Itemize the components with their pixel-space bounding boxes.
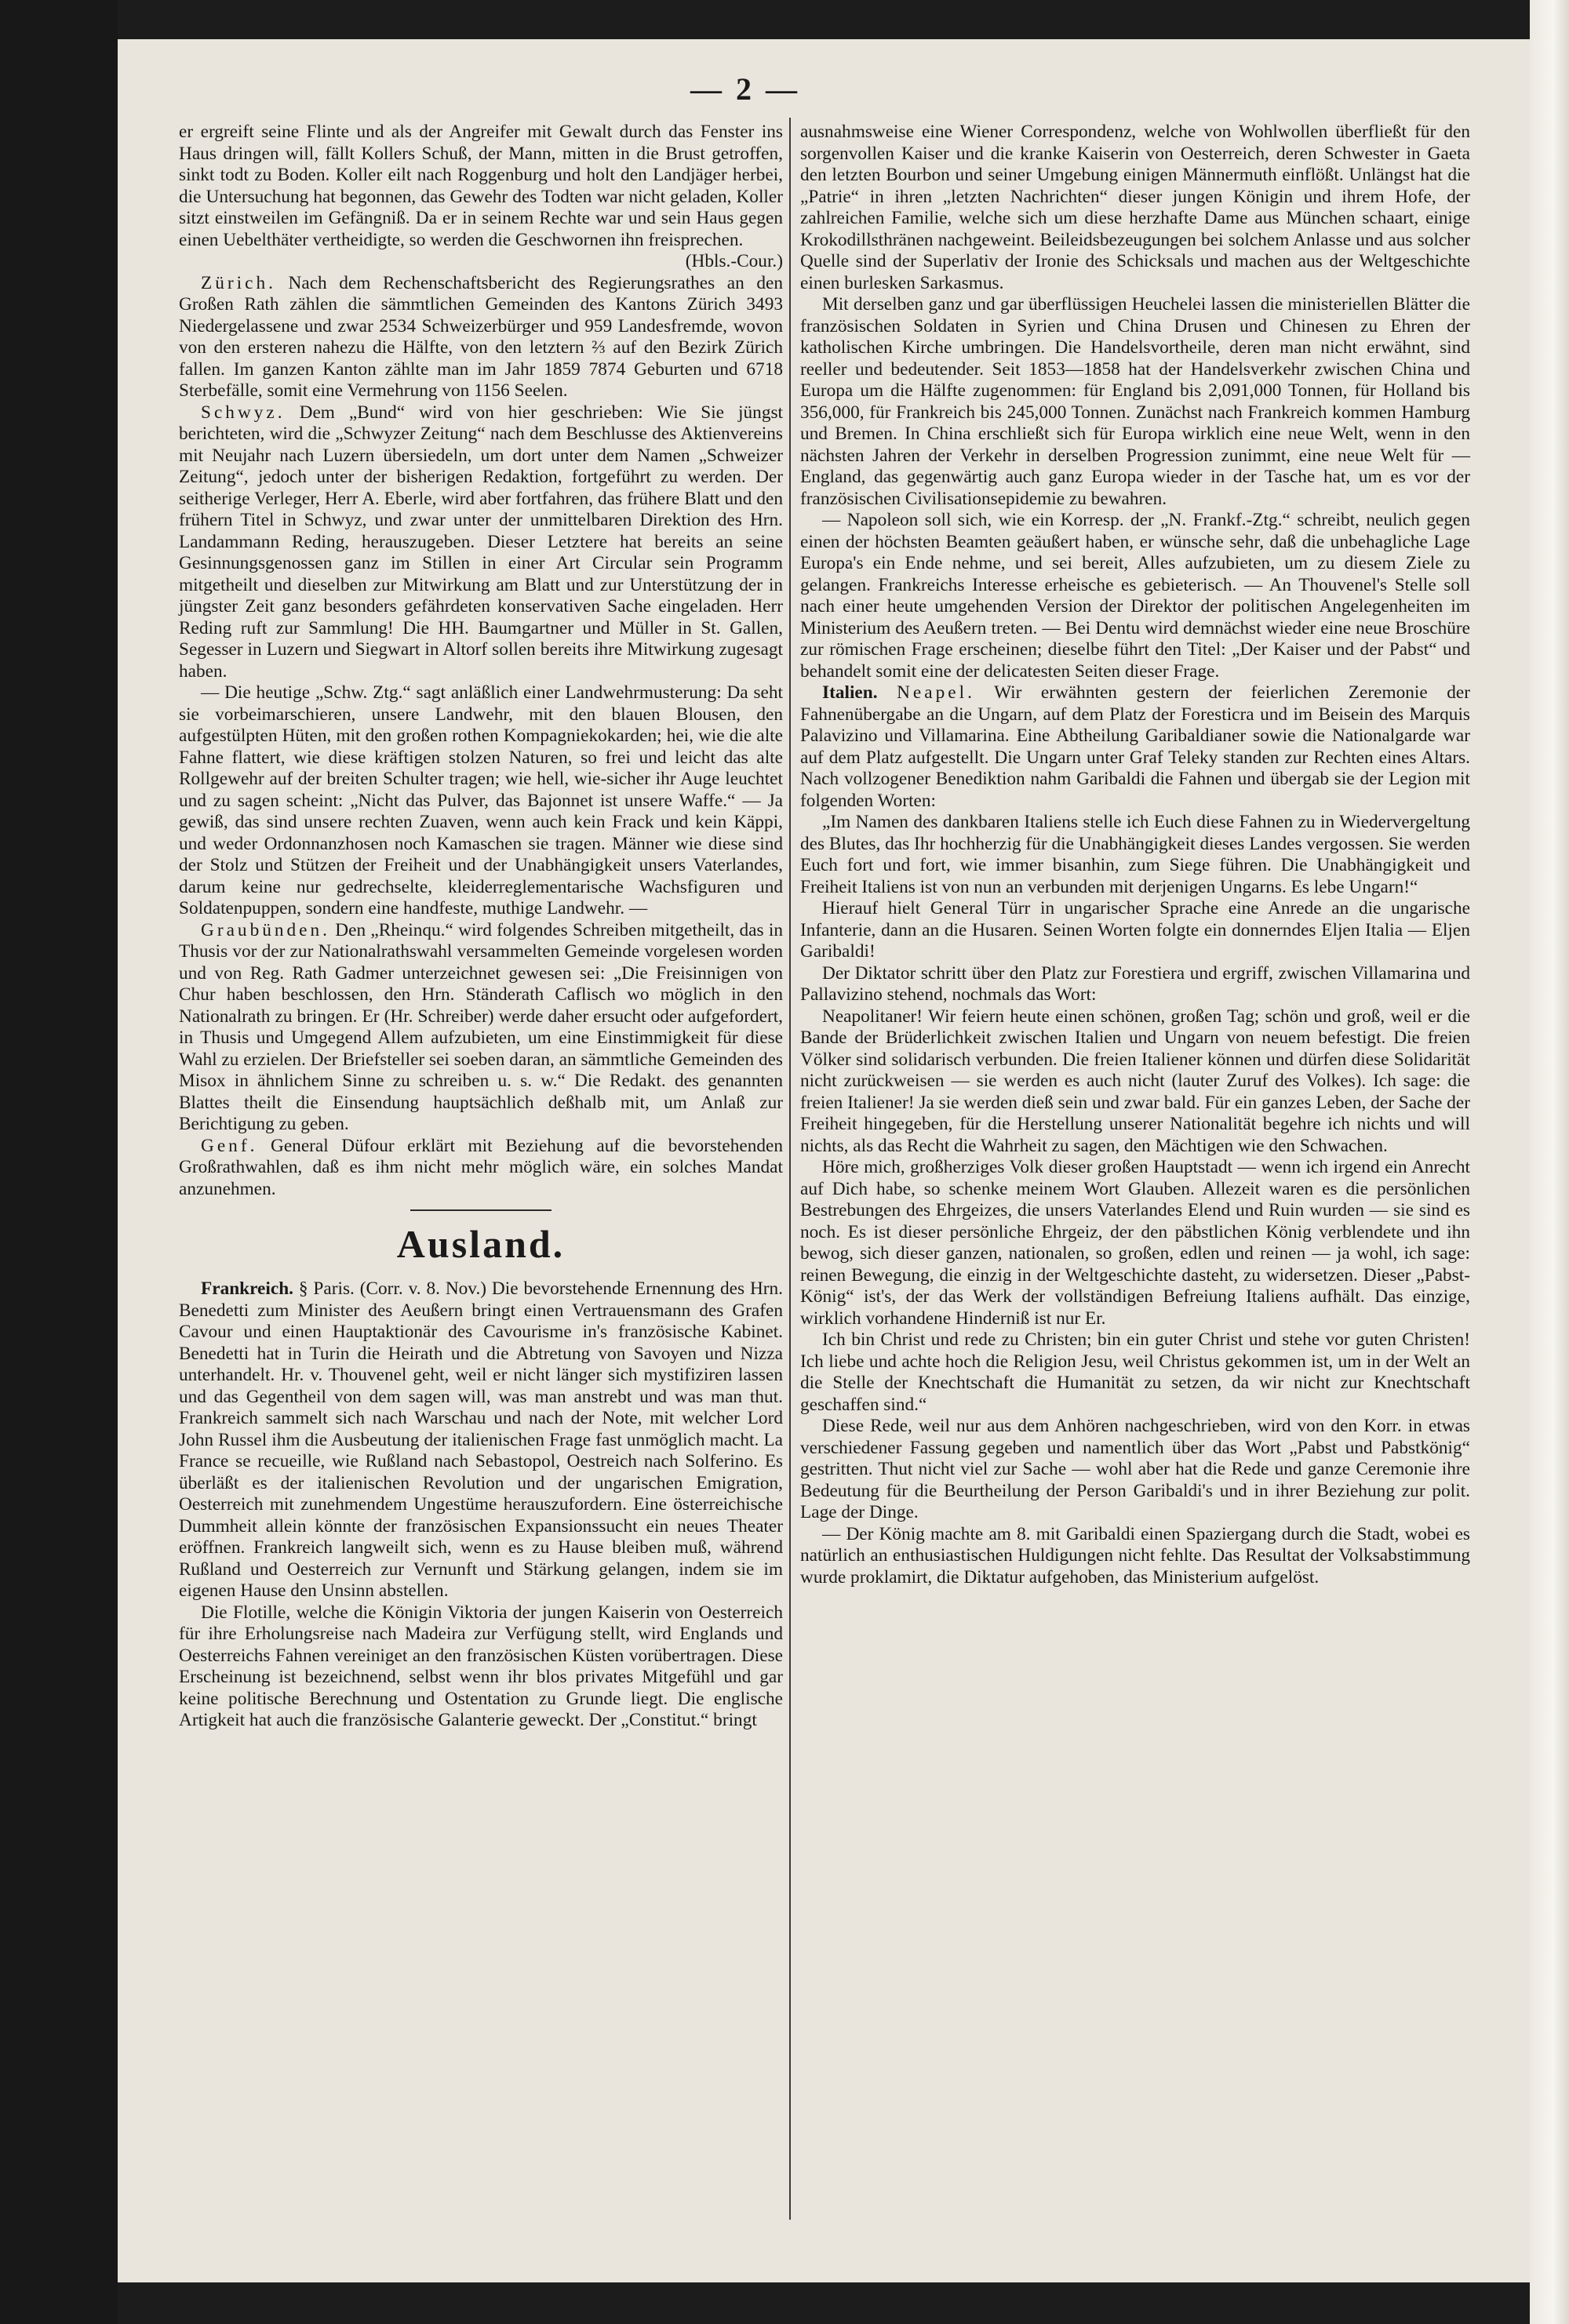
scan-background-left xyxy=(0,0,118,2324)
quote-hoere-mich: Höre mich, großherziges Volk dieser großen Hauptstadt — wenn ich irgend ein Anrecht auf Dich habe, so schenke meinem Wort Glauben. Allezeit waren es die persönlichen Bestrebungen des Ehrgeizes, die unsers Vaterlandes Elend und Ruin wurden — sie sind es noch. Es ist dieser persönliche Ehrgeiz, der den päbstlichen König verblendete und ihn bewog, sich dieser ganzen, nationalen, so großen, edlen und reinen — ja wohl, ich sage: reinen Bewegung, die einzig in der Weltgeschichte dasteht, zu widersetzen. Dieser „Pabst-König“ ist's, der das Werk der vollständigen Befreiung Italiens aufhält. Das einzige, wirklich vorhandene Hinderniß ist nur Er. xyxy=(800,1157,1470,1329)
article-koenig-spaziergang: — Der König machte am 8. mit Garibaldi einen Spaziergang durch die Stadt, wobei es natürlich an enthusiastischen Huldigungen nicht fehlte. Das Resultat der Volksabstimmung wurde proklamirt, die Diktatur aufgehoben, das Ministerium aufgelöst. xyxy=(800,1523,1470,1588)
place-neapel: Neapel. xyxy=(897,682,975,703)
article-landwehr: — Die heutige „Schw. Ztg.“ sagt anläßlich einer Landwehrmusterung: Da seht sie vorbeimarschieren, unsere Landwehr, mit den blauen Blousen, den aufgestülpten Hüten, mit den großen rothen Kompagniekokarden; hei, wie die alte Fahne flattert, wie diese kräftigen stolzen Naturen, so frei und leicht das alte Rollgewehr auf der breiten Schulter tragen; wie hell, wie-sicher ihr Auge leuchtet und zu sagen scheint: „Nicht das Pulver, das Bajonnet ist unsere Waffe.“ — Ja gewiß, das sind unsere rechten Zuaven, wenn auch kein Frack und kein Käppi, und weder Ordonnanzhosen noch Kamaschen sie tragen. Männer wie diese sind der Stolz und Stützen der Freiheit und der Unabhängigkeit unsers Vaterlandes, darum keine nur gedrechselte, kleiderreglementarische Wachsfiguren und Soldatenpuppen, sondern eine handfeste, muthige Landwehr. — xyxy=(179,682,783,918)
country-frankreich: Frankreich. xyxy=(201,1278,293,1299)
article-tuerr: Hierauf hielt General Türr in ungarischer Sprache eine Anrede an die ungarische Infanterie, dann an die Husaren. Seinen Worten folgte ein donnerndes Eljen Italia — Eljen Garibaldi! xyxy=(800,898,1470,962)
text-schwyz: Dem „Bund“ wird von hier geschrieben: Wie Sie jüngst berichteten, wird die „Schwyzer Zeitung“ nach dem Beschlusse des Aktienvereins mit Neujahr nach Luzern übersiedeln, um dort unter dem Namen „Schweizer Zeitung“, jedoch unter der bisherigen Redaktion, fortgeführt zu werden. Der seitherige Verleger, Herr A. Eberle, wird aber fortfahren, das frühere Blatt und den frühern Titel in Schwyz, und zwar unter der unmittelbaren Direktion des Hrn. Landammann Reding, herauszugeben. Dieser Letztere hat bereits an seine Gesinnungsgenossen ganz im Stillen in einer Art Circular sein Programm mitgetheilt und dieselben zur Mitwirkung am Blatt und zur Unterstützung der in jüngster Zeit ganz besonders gefährdeten konservativen Sache eingeladen. Herr Reding ruft zur Sammlung! Die HH. Baumgartner und Müller in St. Gallen, Segesser in Luzern und Siegwart in Altorf sollen bereits ihre Mitwirkung zugesagt haben. xyxy=(179,402,784,682)
country-italien: Italien. xyxy=(822,682,878,703)
text-genf: General Düfour erklärt mit Beziehung auf die bevorstehenden Großrathwahlen, daß es ihm nicht mehr möglich wäre, ein solches Mandat anzunehmen. xyxy=(179,1135,783,1199)
article-china-handel: Mit derselben ganz und gar überflüssigen Heuchelei lassen die ministeriellen Blätter die französischen Soldaten in Syrien und China Drusen und Chinesen zu Ehren der katholischen Kirche umbringen. Die Handelsvortheile, deren man nicht erwähnt, sind reeller und bedeutender. Seit 1853—1858 hat der Handelsverkehr zwischen China und Europa um die Hälfte zugenommen: für England bis 2,091,000 Tonnen, für Holland bis 356,000, für Frankreich bis 245,000 Tonnen. Zunächst nach Frankreich kommen Hamburg und Bremen. In China erschließt sich für Europa wirklich eine neue Welt, wenn in den nächsten Jahren der Verkehr in derselben Progression zunimmt, eine neue Welt für — England, das gegenwärtig auch ganz Europa wieder in der Tasche hat, um es vor der französischen Civilisationsepidemie zu bewahren. xyxy=(800,294,1470,509)
section-title-ausland: Ausland. xyxy=(396,1222,566,1266)
article-schwyz xyxy=(179,402,783,683)
quote-christ: Ich bin Christ und rede zu Christen; bin ein guter Christ und stehe vor guten Christen! Ich liebe und achte hoch die Religion Jesu, weil Christus gekommen ist, um in der Welt an die Stelle der Knechtschaft die Humanität zu setzen, da wir nicht zur Knechtschaft geschaffen sind.“ xyxy=(800,1329,1470,1415)
section-rule xyxy=(410,1209,552,1211)
left-column xyxy=(179,122,783,1732)
article-genf xyxy=(179,1136,783,1201)
place-schwyz: Schwyz. xyxy=(201,402,286,423)
article-rede-kommentar: Diese Rede, weil nur aus dem Anhören nachgeschrieben, wird von den Korr. in etwas verschiedener Fassung gegeben und namentlich über das Wort „Pabst und Pabstkönig“ gestritten. Thut nicht viel zur Sache — wohl aber hat die Rede und ganze Ceremonie ihre Bedeutung für die Beurtheilung der Person Garibaldi's und in ihrer Beziehung zur polit. Lage der Dinge. xyxy=(800,1416,1470,1522)
place-graubuenden: Graubünden. xyxy=(201,919,330,940)
column-divider xyxy=(789,118,791,2220)
text-italien: Wir erwähnten gestern der feierlichen Zeremonie der Fahnenübergabe an die Ungarn, auf dem Platz der Foresticra und im Beisein des Marquis Palavizino und Villamarina. Eine Abtheilung Garibaldianer sowie die Nationalgarde war auf dem Platz aufgestellt. Die Ungarn unter Graf Teleky standen zur Rechten eines Altars. Nach vollzogener Benediktion nahm Garibaldi die Fahnen und übergab sie der Legion mit folgenden Worten: xyxy=(800,682,1471,811)
article-wiener-correspondenz: ausnahmsweise eine Wiener Correspondenz, welche von Wohlwollen überfließt für den sorgenvollen Kaiser und die kranke Kaiserin von Oesterreich, deren Schwester in Gaeta den letzten Bourbon und seiner Umgebung einigen Männermuth einflößt. Unlängst hat die „Patrie“ in ihren „letzten Nachrichten“ dieser jungen Königin und ihrem Hofe, der zahlreichen Familie, welche sich um diese herzhafte Dame aus München schaart, einige Krokodillsthränen nachgeweint. Beileidsbezeugungen bei solchem Anlasse und aus solcher Quelle sind der Superlativ der Ironie des Schicksals und machen aus der Weltgeschichte einen burlesken Sarkasmus. xyxy=(800,122,1470,293)
article-graubuenden xyxy=(179,920,783,1136)
quote-fahnen: „Im Namen des dankbaren Italiens stelle ich Euch diese Fahnen zu in Wiedervergeltung des Blutes, das Ihr hochherzig für die Unabhängigkeit dieses Landes vergossen. Sie werden Euch fort und fort, wie immer bisanhin, zum Siege führen. Die Unabhängigkeit und Freiheit Italiens ist von nun an verbunden mit derjenigen Ungarns. Es lebe Ungarn!“ xyxy=(800,812,1470,897)
place-zurich: Zürich. xyxy=(201,272,276,293)
page-number: — 2 — xyxy=(690,71,800,107)
right-column xyxy=(800,122,1470,1588)
source-citation: (Hbls.-Cour.) xyxy=(685,251,783,271)
article-koller: er ergreift seine Flinte und als der Angreifer mit Gewalt durch das Fenster ins Haus dringen will, fällt Kollers Schuß, der Mann, mitten in die Brust getroffen, sinkt todt zu Boden. Koller eilt nach Roggenburg und holt den Landjäger herbei, die Untersuchung hat begonnen, das Gewehr des Todten war nicht geladen, Koller sitzt einstweilen im Gefängniß. Da er in seinem Rechte war und sein Haus gegen einen Uebelthäter vertheidigte, so werden die Geschwornen ihn freisprechen. xyxy=(179,122,783,250)
text-graubuenden: Den „Rheinqu.“ wird folgendes Schreiben mitgetheilt, das in Thusis vor der zur Nationalrathswahl versammelten Gemeinde vorgelesen worden und von Reg. Rath Gadmer unterzeichnet gewesen sei: „Die Freisinnigen von Chur haben beschlossen, den Hrn. Ständerath Caflisch wo möglich in den Nationalrath zu bringen. Er (Hr. Schreiber) werde daher ersucht oder aufgefordert, in Thusis und Umgegend Allem aufzubieten, um eine Einstimmigkeit für diese Wahl zu erzielen. Der Briefsteller sei soeben daran, an sämmtliche Gemeinden des Misox in ähnlichem Sinne zu schreiben u. s. w.“ Die Redakt. des genannten Blattes theilt die Einsendung hauptsächlich deßhalb mit, um Anlaß zur Berichtigung zu geben. xyxy=(179,919,783,1134)
article-flotille: Die Flotille, welche die Königin Viktoria der jungen Kaiserin von Oesterreich für ihre Erholungsreise nach Madeira zur Verfügung stellt, wird Englands und Oesterreichs Fahnen vereiniget an den französischen Küsten vorübertragen. Diese Erscheinung ist bezeichnend, selbst wenn ihr blos privates Mitgefühl und gar keine politische Berechnung und Ostentation zu Grunde liegt. Die englische Artigkeit hat auch die französische Galanterie geweckt. Der „Constitut.“ bringt xyxy=(179,1602,783,1730)
text-zurich: Nach dem Rechenschaftsbericht des Regierungsrathes an den Großen Rath zählen die sämmtlichen Gemeinden des Kantons Zürich 3493 Niedergelassene und zwar 2534 Schweizerbürger und 959 Landesfremde, wovon von den ersteren nahezu die Hälfte, von den letztern ⅔ auf den Bezirk Zürich fallen. Im ganzen Kanton zählte man im Jahr 1859 7874 Geburten und 6718 Sterbefälle, somit eine Vermehrung von 1156 Seelen. xyxy=(179,272,783,401)
article-zurich xyxy=(179,273,783,402)
scan-page-edge xyxy=(1530,0,1569,2324)
article-diktator: Der Diktator schritt über den Platz zur Forestiera und ergriff, zwischen Villamarina und Pallavizino stehend, nochmals das Wort: xyxy=(800,962,1470,1005)
quote-neapolitaner: Neapolitaner! Wir feiern heute einen schönen, großen Tag; schön und groß, weil er die Bande der Brüderlichkeit zwischen Italien und Ungarn von neuem befestigt. Die freien Völker sind solidarisch verbunden. Die freien Italiener können und dürfen diese Solidarität nicht zurückweisen — sie werden es auch nicht (lauter Zuruf des Volkes). Ich sage: die freien Italiener! Ja sie werden dieß sein und zwar bald. Für ein ganzes Leben, der Sache der Freiheit hingegeben, für die Herstellung unserer Nationalität begehre ich nichts und will nichts, als das Recht die Wahrheit zu sagen, den Mächtigen wie den Schwachen. xyxy=(800,1006,1470,1156)
dateline-paris: § Paris. (Corr. v. 8. Nov.) xyxy=(298,1278,487,1299)
article-italien xyxy=(800,682,1470,812)
article-frankreich xyxy=(179,1278,783,1602)
article-napoleon: — Napoleon soll sich, wie ein Korresp. der „N. Frankf.-Ztg.“ schreibt, neulich gegen einen der höchsten Beamten geäußert haben, er wünsche sehr, daß die unbehagliche Lage Europa's ein Ende nehme, und sei bereit, Alles aufzubieten, um zu diesem Ziele zu gelangen. Frankreichs Interesse erheische es gebieterisch. — An Thouvenel's Stelle soll nach einer heute umgehenden Version der Direktor der politischen Angelegenheiten im Ministerium des Aeußern treten. — Bei Dentu wird demnächst wieder eine neue Broschüre zur römischen Frage erscheinen; dieselbe führt den Titel: „Der Kaiser und der Pabst“ und behandelt somit eine der delicatesten Seiten dieser Frage. xyxy=(800,510,1470,682)
place-genf: Genf. xyxy=(201,1135,258,1156)
text-frankreich: Die bevorstehende Ernennung des Hrn. Benedetti zum Minister des Aeußern bringt einen Vertrauensmann des Grafen Cavour und einen Hauptaktionär des Cavourisme in's französische Kabinet. Benedetti hat in Turin die Heirath und die Abtretung von Savoyen und Nizza unterhandelt. Hr. v. Thouvenel geht, weil er nicht länger sich mystifiziren lassen und das Gegentheil von dem sagen will, was man anstrebt und was man thut. Frankreich sammelt sich nach Warschau und nach der Note, mit welcher Lord John Russel ihm die Ausbeutung der italienischen Frage fast unmöglich macht. La France se recueille, wie Rußland nach Sebastopol, Oestreich nach Solferino. Es überläßt es der italienischen Revolution und der ungarischen Emigration, Oesterreich mit zunehmendem Ungestüme herauszufordern. Eine österreichische Dummheit allein könnte der französischen Expansionssucht ein neues Theater eröffnen. Frankreich langweilt sich, wenn es zu Hause bleiben muß, während Rußland und Oesterreich zur Vernunft und Stärkung gelangen, indem sie im eigenen Hause den Unsinn abstellen. xyxy=(179,1278,783,1601)
